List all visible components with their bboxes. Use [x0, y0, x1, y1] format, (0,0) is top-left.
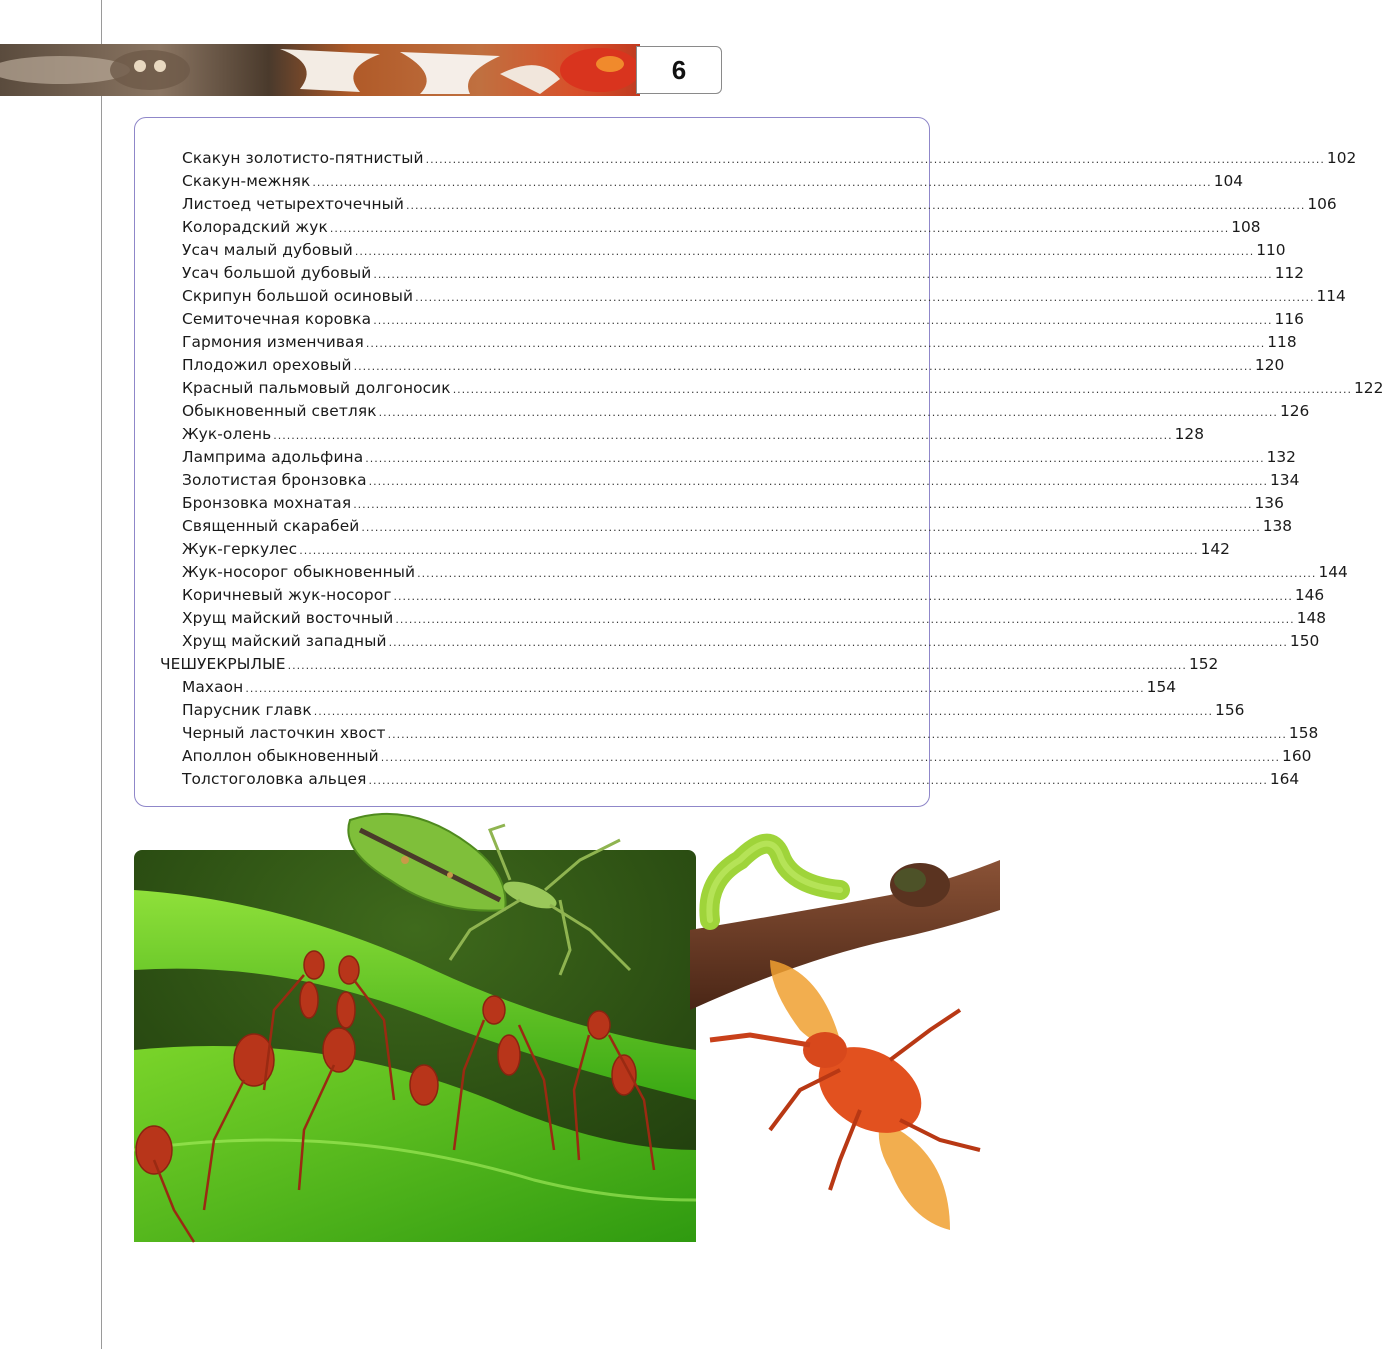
toc-entry-title: Жук-носорог обыкновенный [182, 563, 416, 581]
toc-entry-page: 154 [1146, 678, 1177, 696]
toc-dot-leader: ........................................................................................................................................................................................................ [353, 498, 1253, 511]
toc-entry[interactable] [182, 742, 1312, 765]
toc-entry-title: Аполлон обыкновенный [182, 747, 379, 765]
toc-entry[interactable] [182, 328, 1297, 351]
toc-entry[interactable] [182, 167, 1244, 190]
toc-entry[interactable] [182, 259, 1305, 282]
toc-entry[interactable] [182, 466, 1300, 489]
toc-entry-title: Колорадский жук [182, 218, 328, 236]
toc-entry-page: 128 [1174, 425, 1205, 443]
toc-entry-page: 144 [1318, 563, 1348, 581]
toc-entry-page: 132 [1266, 448, 1296, 466]
toc-entry-page: 152 [1188, 655, 1219, 673]
toc-entry-title: Скрипун большой осиновый [182, 287, 414, 305]
toc-entry-title: Обыкновенный светляк [182, 402, 377, 420]
toc-entry[interactable] [182, 558, 1348, 581]
toc-entry[interactable] [182, 673, 1177, 696]
toc-entry-title: Листоед четырехточечный [182, 195, 404, 213]
toc-dot-leader: ........................................................................................................................................................................................................ [313, 705, 1214, 718]
toc-entry[interactable] [182, 282, 1346, 305]
toc-entry[interactable] [182, 581, 1325, 604]
toc-dot-leader: ........................................................................................................................................................................................................ [417, 567, 1317, 580]
toc-entry-page: 148 [1296, 609, 1327, 627]
toc-entry-title: Красный пальмовый долгоносик [182, 379, 451, 397]
toc-entry-page: 126 [1279, 402, 1310, 420]
toc-entry-title: Бронзовка мохнатая [182, 494, 352, 512]
page-number-box [636, 46, 722, 94]
toc-dot-leader: ........................................................................................................................................................................................................ [365, 452, 1265, 465]
toc-entry-page: 136 [1254, 494, 1284, 512]
leaf-insect-image [330, 800, 640, 975]
toc-entry-title: ЧЕШУЕКРЫЛЫЕ [160, 655, 286, 673]
toc-entry[interactable] [182, 190, 1337, 213]
toc-dot-leader: ........................................................................................................................................................................................................ [415, 291, 1315, 304]
toc-entry-title: Хрущ майский западный [182, 632, 387, 650]
toc-entry-page: 104 [1213, 172, 1244, 190]
toc-dot-leader: ........................................................................................................................................................................................................ [312, 176, 1212, 189]
toc-dot-leader: ........................................................................................................................................................................................................ [368, 475, 1268, 488]
toc-entry-title: Парусник главк [182, 701, 312, 719]
toc-entry-page: 142 [1200, 540, 1230, 558]
toc-entry[interactable] [182, 420, 1205, 443]
toc-entry[interactable] [182, 144, 1357, 167]
toc-entry-title: Скакун-межняк [182, 172, 311, 190]
toc-entry[interactable] [182, 535, 1230, 558]
toc-entry-page: 150 [1289, 632, 1320, 650]
toc-entry[interactable] [182, 765, 1300, 788]
toc-dot-leader: ........................................................................................................................................................................................................ [452, 383, 1353, 396]
toc-dot-leader: ........................................................................................................................................................................................................ [273, 429, 1173, 442]
toc-dot-leader: ........................................................................................................................................................................................................ [368, 774, 1268, 787]
toc-entry-page: 110 [1256, 241, 1286, 259]
flying-red-weevil-image [690, 950, 1000, 1230]
header-insect-collage-image [0, 44, 640, 96]
toc-entry[interactable] [160, 650, 1219, 673]
toc-dot-leader: ........................................................................................................................................................................................................ [425, 153, 1325, 166]
toc-dot-leader: ........................................................................................................................................................................................................ [388, 636, 1288, 649]
toc-dot-leader: ........................................................................................................................................................................................................ [395, 613, 1295, 626]
toc-dot-leader: ........................................................................................................................................................................................................ [287, 659, 1187, 672]
toc-entry-page: 112 [1274, 264, 1305, 282]
toc-entry-page: 138 [1262, 517, 1293, 535]
toc-entry-title: Золотистая бронзовка [182, 471, 367, 489]
toc-entry[interactable] [182, 213, 1261, 236]
toc-entry[interactable] [182, 696, 1245, 719]
toc-dot-leader: ........................................................................................................................................................................................................ [365, 337, 1266, 350]
toc-entry-title: Священный скарабей [182, 517, 360, 535]
toc-entry-page: 164 [1269, 770, 1300, 788]
toc-entry-page: 134 [1269, 471, 1300, 489]
toc-entry-page: 160 [1282, 747, 1312, 765]
toc-entry[interactable] [182, 489, 1284, 512]
toc-entry-title: Махаон [182, 678, 244, 696]
toc-entry[interactable] [182, 512, 1293, 535]
toc-dot-leader: ........................................................................................................................................................................................................ [353, 360, 1253, 373]
toc-entry-title: Хрущ майский восточный [182, 609, 394, 627]
toc-dot-leader: ........................................................................................................................................................................................................ [354, 245, 1255, 258]
page-number: 6 [671, 55, 687, 85]
toc-dot-leader: ........................................................................................................................................................................................................ [380, 751, 1281, 764]
toc-entry[interactable] [182, 719, 1319, 742]
toc-entry[interactable] [182, 374, 1383, 397]
toc-dot-leader: ........................................................................................................................................................................................................ [378, 406, 1278, 419]
toc-entry-page: 122 [1354, 379, 1383, 397]
toc-entry-title: Жук-олень [182, 425, 272, 443]
toc-dot-leader: ........................................................................................................................................................................................................ [329, 222, 1230, 235]
toc-entry-page: 116 [1274, 310, 1304, 328]
toc-entry-title: Гармония изменчивая [182, 333, 364, 351]
toc-entry-title: Усач большой дубовый [182, 264, 372, 282]
toc-entry-page: 114 [1316, 287, 1346, 305]
toc-dot-leader: ........................................................................................................................................................................................................ [299, 544, 1199, 557]
toc-entry-page: 102 [1326, 149, 1357, 167]
toc-dot-leader: ........................................................................................................................................................................................................ [393, 590, 1293, 603]
toc-entry[interactable] [182, 443, 1296, 466]
toc-dot-leader: ........................................................................................................................................................................................................ [406, 199, 1306, 212]
toc-entry[interactable] [182, 604, 1327, 627]
toc-dot-leader: ........................................................................................................................................................................................................ [361, 521, 1261, 534]
toc-entry-page: 118 [1267, 333, 1297, 351]
toc-entry-page: 106 [1307, 195, 1337, 213]
toc-entry-page: 158 [1288, 724, 1319, 742]
toc-dot-leader: ........................................................................................................................................................................................................ [245, 682, 1145, 695]
toc-entry-title: Скакун золотисто-пятнистый [182, 149, 424, 167]
toc-dot-leader: ........................................................................................................................................................................................................ [387, 728, 1287, 741]
toc-entry-page: 146 [1294, 586, 1325, 604]
toc-entry-title: Плодожил ореховый [182, 356, 352, 374]
toc-entry-title: Черный ласточкин хвост [182, 724, 386, 742]
toc-entry-title: Ламприма адольфина [182, 448, 364, 466]
toc-dot-leader: ........................................................................................................................................................................................................ [373, 314, 1273, 327]
page-margin-line [101, 0, 102, 1349]
toc-entry-title: Усач малый дубовый [182, 241, 353, 259]
toc-entry[interactable] [182, 627, 1320, 650]
toc-entry[interactable] [182, 305, 1304, 328]
toc-entry[interactable] [182, 236, 1286, 259]
toc-entry[interactable] [182, 397, 1310, 420]
toc-entry-title: Толстоголовка альцея [182, 770, 367, 788]
toc-dot-leader: ........................................................................................................................................................................................................ [373, 268, 1273, 281]
toc-entry-page: 156 [1215, 701, 1245, 719]
toc-entry-title: Коричневый жук-носорог [182, 586, 392, 604]
toc-entry[interactable] [182, 351, 1285, 374]
toc-entry-page: 108 [1231, 218, 1261, 236]
toc-entry-page: 120 [1254, 356, 1285, 374]
toc-entry-title: Жук-геркулес [182, 540, 298, 558]
toc-entry-title: Семиточечная коровка [182, 310, 372, 328]
